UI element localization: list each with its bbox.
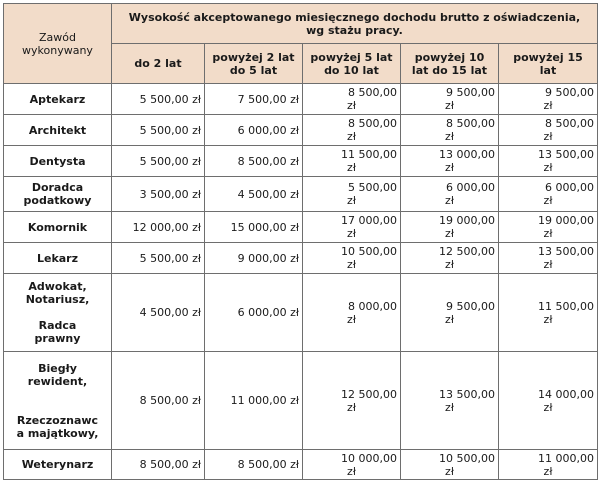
row-value-unit: zł	[347, 464, 356, 478]
row-value-cell	[401, 212, 499, 243]
row-value-unit: zł	[347, 130, 356, 143]
row-value-unit: zł	[445, 258, 454, 271]
row-value: 12 500,00	[341, 387, 397, 401]
row-value: 17 000,00	[341, 214, 397, 227]
row-value: 3 500,00 zł	[112, 177, 205, 212]
row-value-cell	[401, 146, 499, 177]
row-value: 7 500,00 zł	[205, 84, 303, 115]
row-value-unit: zł	[543, 227, 553, 240]
table-row	[4, 146, 598, 177]
row-zawod: Aptekarz	[4, 84, 112, 115]
header-col-15-lat: powyżej 15 lat	[499, 44, 598, 84]
table-row	[4, 243, 598, 274]
row-value-cell	[401, 274, 499, 352]
row-value: 11 500,00	[341, 148, 397, 161]
row-value-unit: zł	[347, 99, 356, 112]
row-value: 8 500,00	[446, 117, 495, 130]
row-value-unit: zł	[445, 161, 454, 174]
row-value-cell	[303, 450, 401, 480]
row-value-unit: zł	[543, 130, 553, 143]
table-row	[4, 352, 598, 450]
row-value-unit: zł	[347, 227, 356, 240]
row-value-cell	[401, 352, 499, 450]
row-value-cell	[401, 115, 499, 146]
row-value: 12 000,00 zł	[112, 212, 205, 243]
row-value-cell	[499, 212, 598, 243]
row-value-unit: zł	[445, 194, 454, 207]
row-zawod: Komornik	[4, 212, 112, 243]
row-zawod: Adwokat, Notariusz, Radca prawny	[4, 274, 112, 352]
row-value: 6 000,00 zł	[205, 115, 303, 146]
row-value-cell	[303, 115, 401, 146]
row-value: 8 000,00	[348, 299, 397, 313]
header-income-title: Wysokość akceptowanego miesięcznego dochodu brutto z oświadczenia, wg stażu pracy.	[112, 4, 598, 44]
row-zawod: Architekt	[4, 115, 112, 146]
header-col-10-15-lat: powyżej 10 lat do 15 lat	[401, 44, 499, 84]
row-value: 6 000,00 zł	[205, 274, 303, 352]
row-value: 8 500,00	[545, 117, 594, 130]
row-value-unit: zł	[543, 464, 553, 478]
row-zawod: Weterynarz	[4, 450, 112, 480]
table-row	[4, 115, 598, 146]
row-value-unit: zł	[445, 400, 454, 414]
row-value: 10 000,00	[341, 451, 397, 465]
row-value: 9 500,00	[446, 86, 495, 99]
income-table	[3, 3, 598, 480]
row-value: 5 500,00 zł	[112, 84, 205, 115]
row-value-unit: zł	[347, 400, 356, 414]
row-value-unit: zł	[543, 99, 553, 112]
row-value: 12 500,00	[439, 245, 495, 258]
row-value-cell	[401, 84, 499, 115]
row-zawod: Doradca podatkowy	[4, 177, 112, 212]
row-zawod: Biegły rewident, Rzeczoznawc a majątkowy,	[4, 352, 112, 450]
row-value-cell	[499, 146, 598, 177]
row-zawod: Dentysta	[4, 146, 112, 177]
row-value: 8 500,00	[348, 117, 397, 130]
row-value: 6 000,00	[446, 181, 495, 194]
row-value: 5 500,00	[348, 181, 397, 194]
row-value: 5 500,00 zł	[112, 243, 205, 274]
row-value-cell	[401, 450, 499, 480]
row-value: 5 500,00 zł	[112, 115, 205, 146]
row-value: 11 500,00	[538, 299, 594, 313]
row-zawod: Lekarz	[4, 243, 112, 274]
table-row	[4, 84, 598, 115]
row-value: 9 000,00 zł	[205, 243, 303, 274]
row-value-unit: zł	[445, 227, 454, 240]
row-value-unit: zł	[543, 400, 553, 414]
row-value-unit: zł	[543, 161, 553, 174]
table-row	[4, 212, 598, 243]
header-col-2-5-lat: powyżej 2 lat do 5 lat	[205, 44, 303, 84]
header-zawod: Zawód wykonywany	[4, 4, 112, 84]
row-value: 19 000,00	[538, 214, 594, 227]
row-value-unit: zł	[543, 194, 553, 207]
row-value: 11 000,00 zł	[205, 352, 303, 450]
row-value-cell	[303, 243, 401, 274]
row-value: 10 500,00	[439, 451, 495, 465]
row-value-cell	[303, 212, 401, 243]
table-row	[4, 177, 598, 212]
row-value-cell	[303, 177, 401, 212]
row-value: 9 500,00	[446, 299, 495, 313]
row-value-cell	[303, 352, 401, 450]
row-value-unit: zł	[347, 194, 356, 207]
row-value-cell	[499, 352, 598, 450]
row-value-cell	[303, 84, 401, 115]
row-value: 13 500,00	[538, 148, 594, 161]
row-value-unit: zł	[445, 130, 454, 143]
row-value: 8 500,00	[348, 86, 397, 99]
row-value-cell	[499, 115, 598, 146]
row-value: 15 000,00 zł	[205, 212, 303, 243]
row-value-unit: zł	[347, 312, 356, 326]
row-value: 14 000,00	[538, 387, 594, 401]
row-value-unit: zł	[445, 464, 454, 478]
row-value: 8 500,00 zł	[112, 352, 205, 450]
row-value: 19 000,00	[439, 214, 495, 227]
row-value: 6 000,00	[545, 181, 594, 194]
row-value: 10 500,00	[341, 245, 397, 258]
header-col-5-10-lat: powyżej 5 lat do 10 lat	[303, 44, 401, 84]
row-value-cell	[401, 243, 499, 274]
row-value-cell	[303, 146, 401, 177]
row-value-cell	[401, 177, 499, 212]
row-value: 8 500,00 zł	[112, 450, 205, 480]
row-value: 5 500,00 zł	[112, 146, 205, 177]
row-value-cell	[499, 243, 598, 274]
header-col-do-2-lat: do 2 lat	[112, 44, 205, 84]
row-value: 13 000,00	[439, 148, 495, 161]
row-value: 13 500,00	[538, 245, 594, 258]
row-value-cell	[499, 177, 598, 212]
row-value-cell	[303, 274, 401, 352]
row-value: 8 500,00 zł	[205, 146, 303, 177]
row-value-unit: zł	[445, 99, 454, 112]
table-row	[4, 450, 598, 480]
row-value-cell	[499, 274, 598, 352]
table-row	[4, 274, 598, 352]
row-value-unit: zł	[347, 258, 356, 271]
row-value-cell	[499, 450, 598, 480]
row-value-unit: zł	[445, 312, 454, 326]
row-value: 8 500,00 zł	[205, 450, 303, 480]
row-value-cell	[499, 84, 598, 115]
row-value: 13 500,00	[439, 387, 495, 401]
row-value: 4 500,00 zł	[205, 177, 303, 212]
document-page	[3, 3, 597, 478]
row-value-unit: zł	[543, 312, 553, 326]
row-value-unit: zł	[543, 258, 553, 271]
row-value: 9 500,00	[545, 86, 594, 99]
row-value: 4 500,00 zł	[112, 274, 205, 352]
row-value: 11 000,00	[538, 451, 594, 465]
row-value-unit: zł	[347, 161, 356, 174]
